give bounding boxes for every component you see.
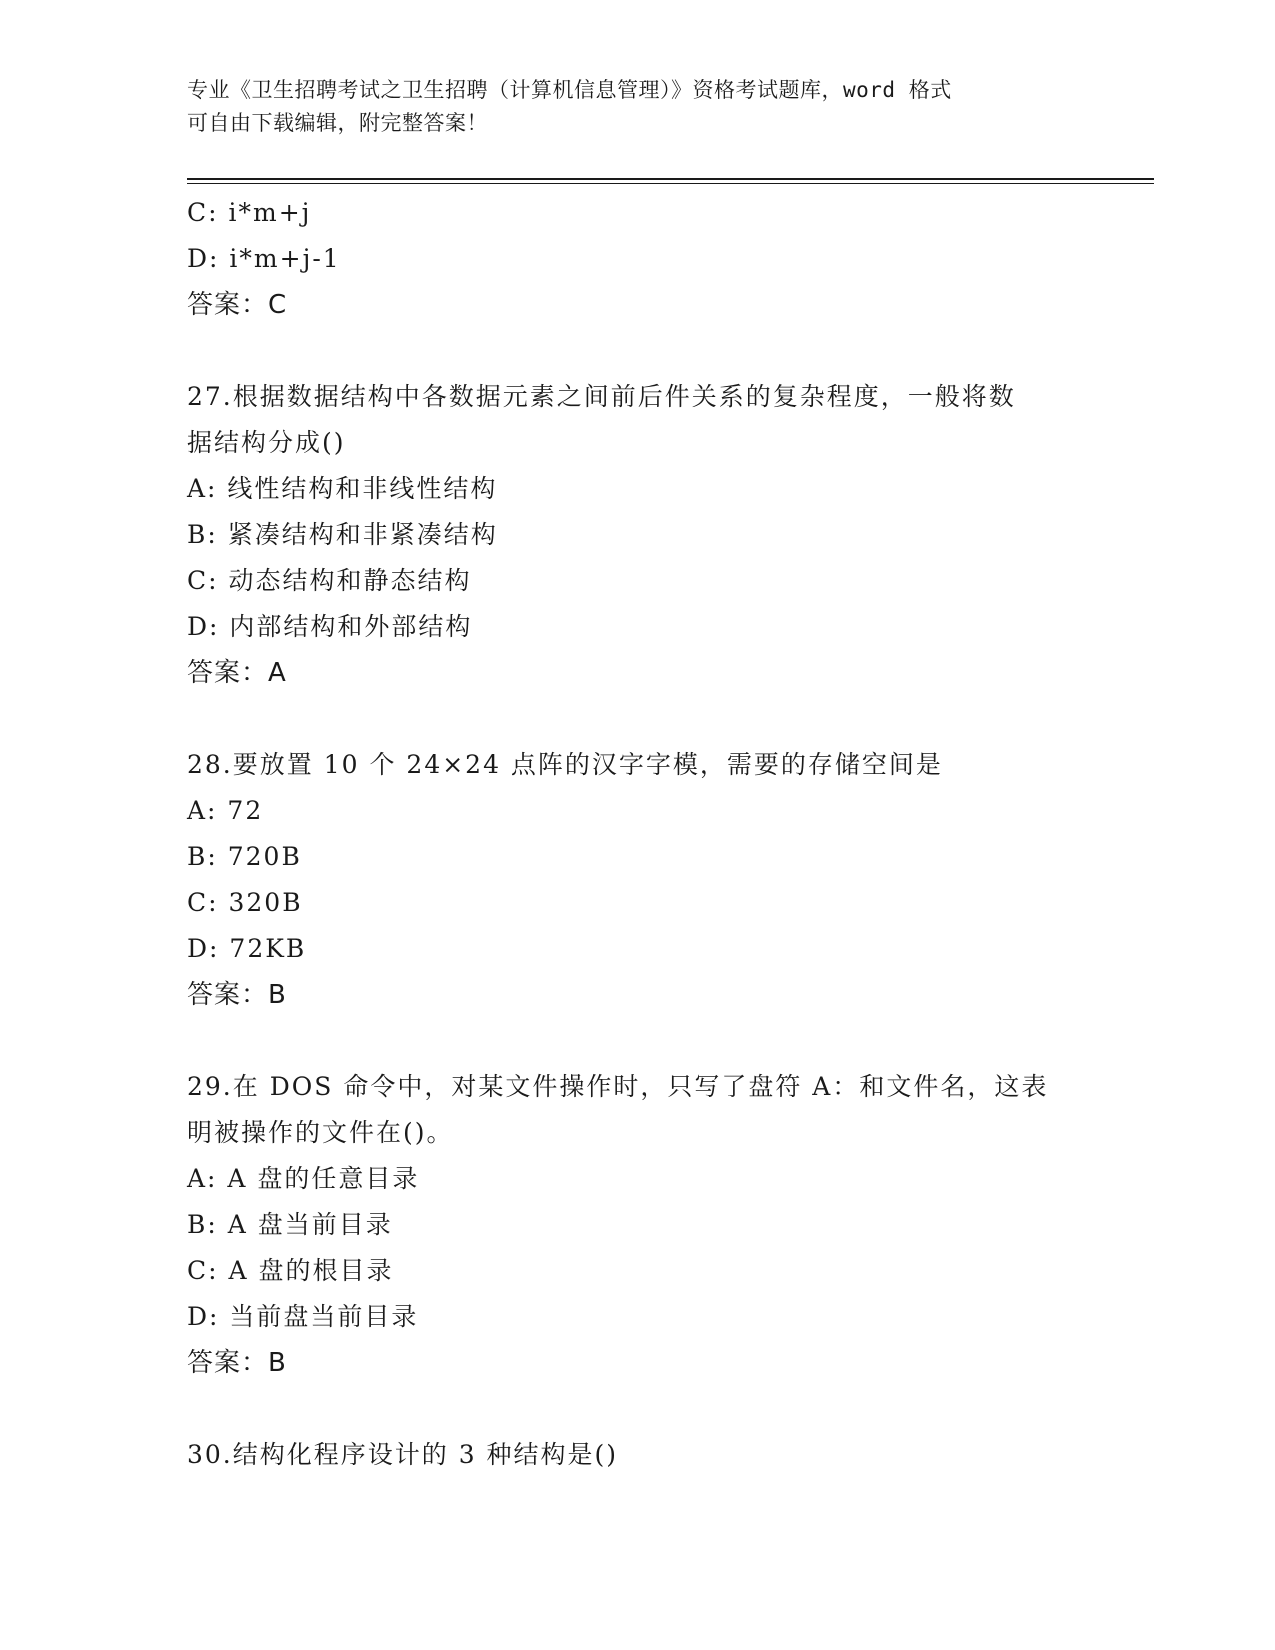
option-d: D: i*m+j-1 bbox=[187, 244, 341, 273]
answer-line: 答案：A bbox=[187, 658, 287, 688]
answer-line: 答案：C bbox=[187, 290, 288, 320]
header-line-2: 可自由下载编辑，附完整答案！ bbox=[187, 111, 488, 135]
spacer bbox=[187, 328, 1107, 374]
question-27 bbox=[187, 374, 1107, 696]
option-c: C: A 盘的根目录 bbox=[187, 1256, 394, 1285]
answer-line: 答案：B bbox=[187, 980, 287, 1010]
page-header bbox=[187, 74, 1087, 140]
question-26-continued bbox=[187, 190, 1107, 328]
option-c: C: i*m+j bbox=[187, 198, 312, 227]
answer-line: 答案：B bbox=[187, 1348, 287, 1378]
option-d: D: 内部结构和外部结构 bbox=[187, 612, 473, 641]
spacer bbox=[187, 1386, 1107, 1432]
question-30 bbox=[187, 1432, 1107, 1478]
option-a: A: 线性结构和非线性结构 bbox=[187, 474, 498, 503]
option-b: B: 720B bbox=[187, 842, 302, 871]
option-a: A: A 盘的任意目录 bbox=[187, 1164, 420, 1193]
question-stem: 明被操作的文件在()。 bbox=[187, 1118, 454, 1147]
question-29 bbox=[187, 1064, 1107, 1386]
option-c: C: 动态结构和静态结构 bbox=[187, 566, 472, 595]
question-stem: 28.要放置 10 个 24×24 点阵的汉字字模，需要的存储空间是 bbox=[187, 750, 943, 779]
header-divider-thick bbox=[187, 178, 1154, 180]
spacer bbox=[187, 696, 1107, 742]
question-28 bbox=[187, 742, 1107, 1018]
option-b: B: A 盘当前目录 bbox=[187, 1210, 393, 1239]
question-stem: 30.结构化程序设计的 3 种结构是() bbox=[187, 1440, 619, 1469]
spacer bbox=[187, 1018, 1107, 1064]
option-c: C: 320B bbox=[187, 888, 303, 917]
question-content bbox=[187, 190, 1107, 1478]
option-a: A: 72 bbox=[187, 796, 264, 825]
option-d: D: 72KB bbox=[187, 934, 307, 963]
question-stem: 29.在 DOS 命令中，对某文件操作时，只写了盘符 A：和文件名，这表 bbox=[187, 1072, 1049, 1101]
option-b: B: 紧凑结构和非紧凑结构 bbox=[187, 520, 498, 549]
question-stem: 据结构分成() bbox=[187, 428, 346, 457]
question-stem: 27.根据数据结构中各数据元素之间前后件关系的复杂程度，一般将数 bbox=[187, 382, 1016, 411]
header-line-1: 专业《卫生招聘考试之卫生招聘（计算机信息管理）》资格考试题库，word 格式 bbox=[187, 78, 952, 102]
option-d: D: 当前盘当前目录 bbox=[187, 1302, 419, 1331]
header-divider-thin bbox=[187, 183, 1154, 184]
